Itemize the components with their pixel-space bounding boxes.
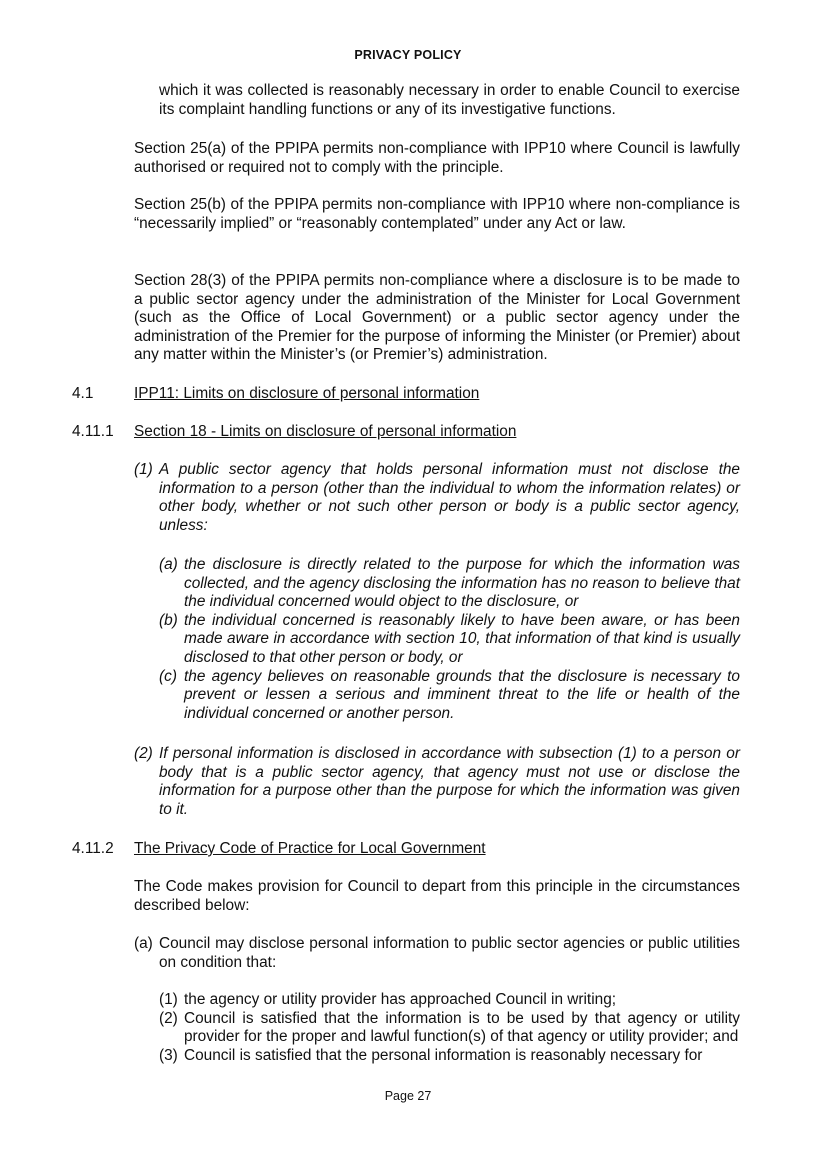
list-item	[159, 668, 740, 724]
continuation-paragraph: which it was collected is reasonably necessary in order to enable Council to exercise its complaint handling functions or any of its investigative functions.	[159, 82, 740, 118]
list-marker: (1)	[134, 461, 153, 478]
section-28-3-paragraph: Section 28(3) of the PPIPA permits non-compliance where a disclosure is to be made to a public sector agency under the administration of the Minister for Local Government (such as the Office of Local Government) or a public sector agency under the administration of the Premier for the purpose of informing the Minister (or Premier) about any matter within the Minister’s (or Premier’s) administration.	[134, 272, 740, 364]
heading-number: 4.1	[72, 385, 94, 402]
code-conditions	[159, 991, 740, 1065]
code-intro-paragraph: The Code makes provision for Council to depart from this principle in the circumstances described below:	[134, 878, 740, 914]
list-marker: (1)	[159, 991, 178, 1008]
section-18-subitems	[159, 556, 740, 723]
list-item	[159, 1010, 740, 1047]
list-marker: (2)	[159, 1009, 178, 1027]
list-item	[159, 1047, 740, 1066]
heading-number: 4.11.1	[72, 423, 114, 440]
list-item	[159, 991, 740, 1010]
list-item	[134, 745, 740, 819]
list-marker: (3)	[159, 1046, 178, 1064]
list-item	[159, 612, 740, 668]
section-25b-paragraph: Section 25(b) of the PPIPA permits non-compliance with IPP10 where non-compliance is “necessarily implied” or “reasonably contemplated” under any Act or law.	[134, 196, 740, 232]
section-18-item-1	[134, 461, 740, 535]
heading-number: 4.11.2	[72, 840, 114, 857]
list-item	[134, 461, 740, 535]
list-marker: (2)	[134, 745, 153, 762]
heading-title: Section 18 - Limits on disclosure of personal information	[134, 423, 517, 440]
section-18-item-2	[134, 745, 740, 819]
section-25a-paragraph: Section 25(a) of the PPIPA permits non-compliance with IPP10 where Council is lawfully authorised or required not to comply with the principle.	[134, 140, 740, 176]
list-item-text: the disclosure is directly related to the purpose for which the information was collected, and the agency disclosing the information has no reason to believe that the individual concerned would object to the disclosure, or	[184, 556, 740, 611]
list-item-text: the agency or utility provider has approached Council in writing;	[184, 991, 617, 1008]
heading-title: IPP11: Limits on disclosure of personal information	[134, 385, 480, 402]
list-marker: (c)	[159, 667, 177, 685]
list-item-text: Council is satisfied that the information is to be used by that agency or utility provider for the proper and lawful function(s) of that agency or utility provider; and	[184, 1009, 740, 1046]
page-header-title: PRIVACY POLICY	[354, 48, 462, 62]
list-marker: (a)	[159, 556, 178, 573]
list-item-text: the individual concerned is reasonably likely to have been aware, or has been made aware in accordance with section 10, that information of that kind is usually disclosed to that other person or body, or	[184, 611, 740, 666]
list-item-text: If personal information is disclosed in accordance with subsection (1) to a person or body that is a public sector agency, that agency must not use or disclose the information for a purpose other than the purpose for which the information was given to it.	[159, 745, 740, 818]
list-marker: (a)	[134, 935, 153, 952]
list-marker: (b)	[159, 611, 178, 629]
list-item-text: the agency believes on reasonable grounds that the disclosure is necessary to prevent or lessen a serious and imminent threat to the life or health of the individual concerned or another person.	[184, 667, 740, 722]
heading-title: The Privacy Code of Practice for Local Government	[134, 840, 486, 857]
list-item-text: Council is satisfied that the personal information is reasonably necessary for	[184, 1046, 703, 1064]
list-item-text: A public sector agency that holds personal information must not disclose the information to a person (other than the individual to whom the information relates) or other body, whether or not such other person or body is a public sector agency, unless:	[159, 461, 740, 534]
code-item-a	[134, 935, 740, 972]
list-item	[159, 556, 740, 612]
page-number: Page 27	[384, 1089, 432, 1103]
list-item-text: Council may disclose personal information to public sector agencies or public utilities on condition that:	[159, 935, 740, 971]
list-item	[134, 935, 740, 972]
